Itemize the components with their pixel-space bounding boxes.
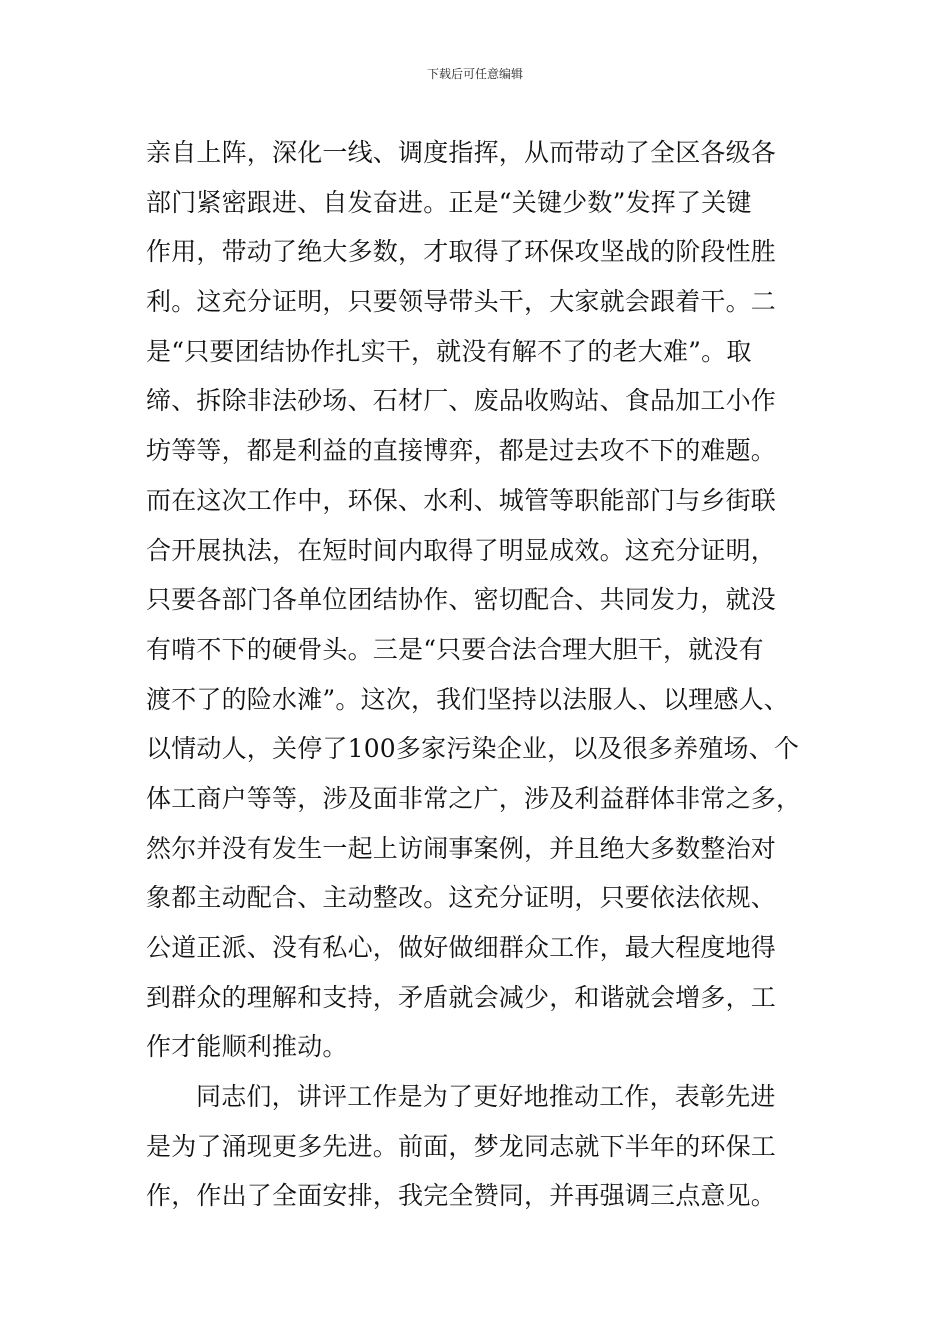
text-line: 作，作出了全面安排，我完全赞同，并再强调三点意见。 [146,1181,777,1211]
text-line: 亲自上阵，深化一线、调度指挥，从而带动了全区各级各 [146,138,777,167]
text-line: 公道正派、没有私心，做好做细群众工作，最大程度地得 [146,933,777,962]
text-line: 象都主动配合、主动整改。这充分证明，只要依法依规、 [146,883,777,913]
text-line: 坊等等，都是利益的直接博弈，都是过去攻不下的难题。 [146,436,777,466]
page-header: 下载后可任意编辑 [426,67,523,81]
text-line: 而在这次工作中，环保、水利、城管等职能部门与乡街联 [146,485,777,515]
text-line: 作才能顺利推动。 [146,1032,348,1062]
text-line: 作用，带动了绝大多数，才取得了环保攻坚战的阶段性胜 [146,237,777,267]
text-line: 到群众的理解和支持，矛盾就会减少，和谐就会增多，工 [146,982,777,1012]
text-line: 以情动人，关停了100多家污染企业，以及很多养殖场、个 [146,734,800,764]
text-line: 有啃不下的硬骨头。三是“只要合法合理大胆干，就没有 [146,634,764,664]
text-line: 同志们，讲评工作是为了更好地推动工作，表彰先进 [196,1082,776,1112]
text-line: 是“只要团结协作扎实干，就没有解不了的老大难”。取 [146,336,752,366]
text-line: 是为了涌现更多先进。前面，梦龙同志就下半年的环保工 [146,1131,777,1161]
body-text [146,128,826,1221]
text-line: 合开展执法，在短时间内取得了明显成效。这充分证明， [146,535,777,565]
text-line: 部门紧密跟进、自发奋进。正是“关键少数”发挥了关键 [146,187,752,217]
text-line: 然尔并没有发生一起上访闹事案例，并且绝大多数整治对 [146,833,777,863]
text-line: 缔、拆除非法砂场、石材厂、废品收购站、食品加工小作 [146,386,777,416]
text-line: 只要各部门各单位团结协作、密切配合、共同发力，就没 [146,585,777,615]
text-line: 体工商户等等，涉及面非常之广，涉及利益群体非常之多， [146,783,802,813]
text-line: 渡不了的险水滩”。这次，我们坚持以法服人、以理感人、 [146,684,789,714]
text-line: 利。这充分证明，只要领导带头干，大家就会跟着干。二 [146,287,777,317]
